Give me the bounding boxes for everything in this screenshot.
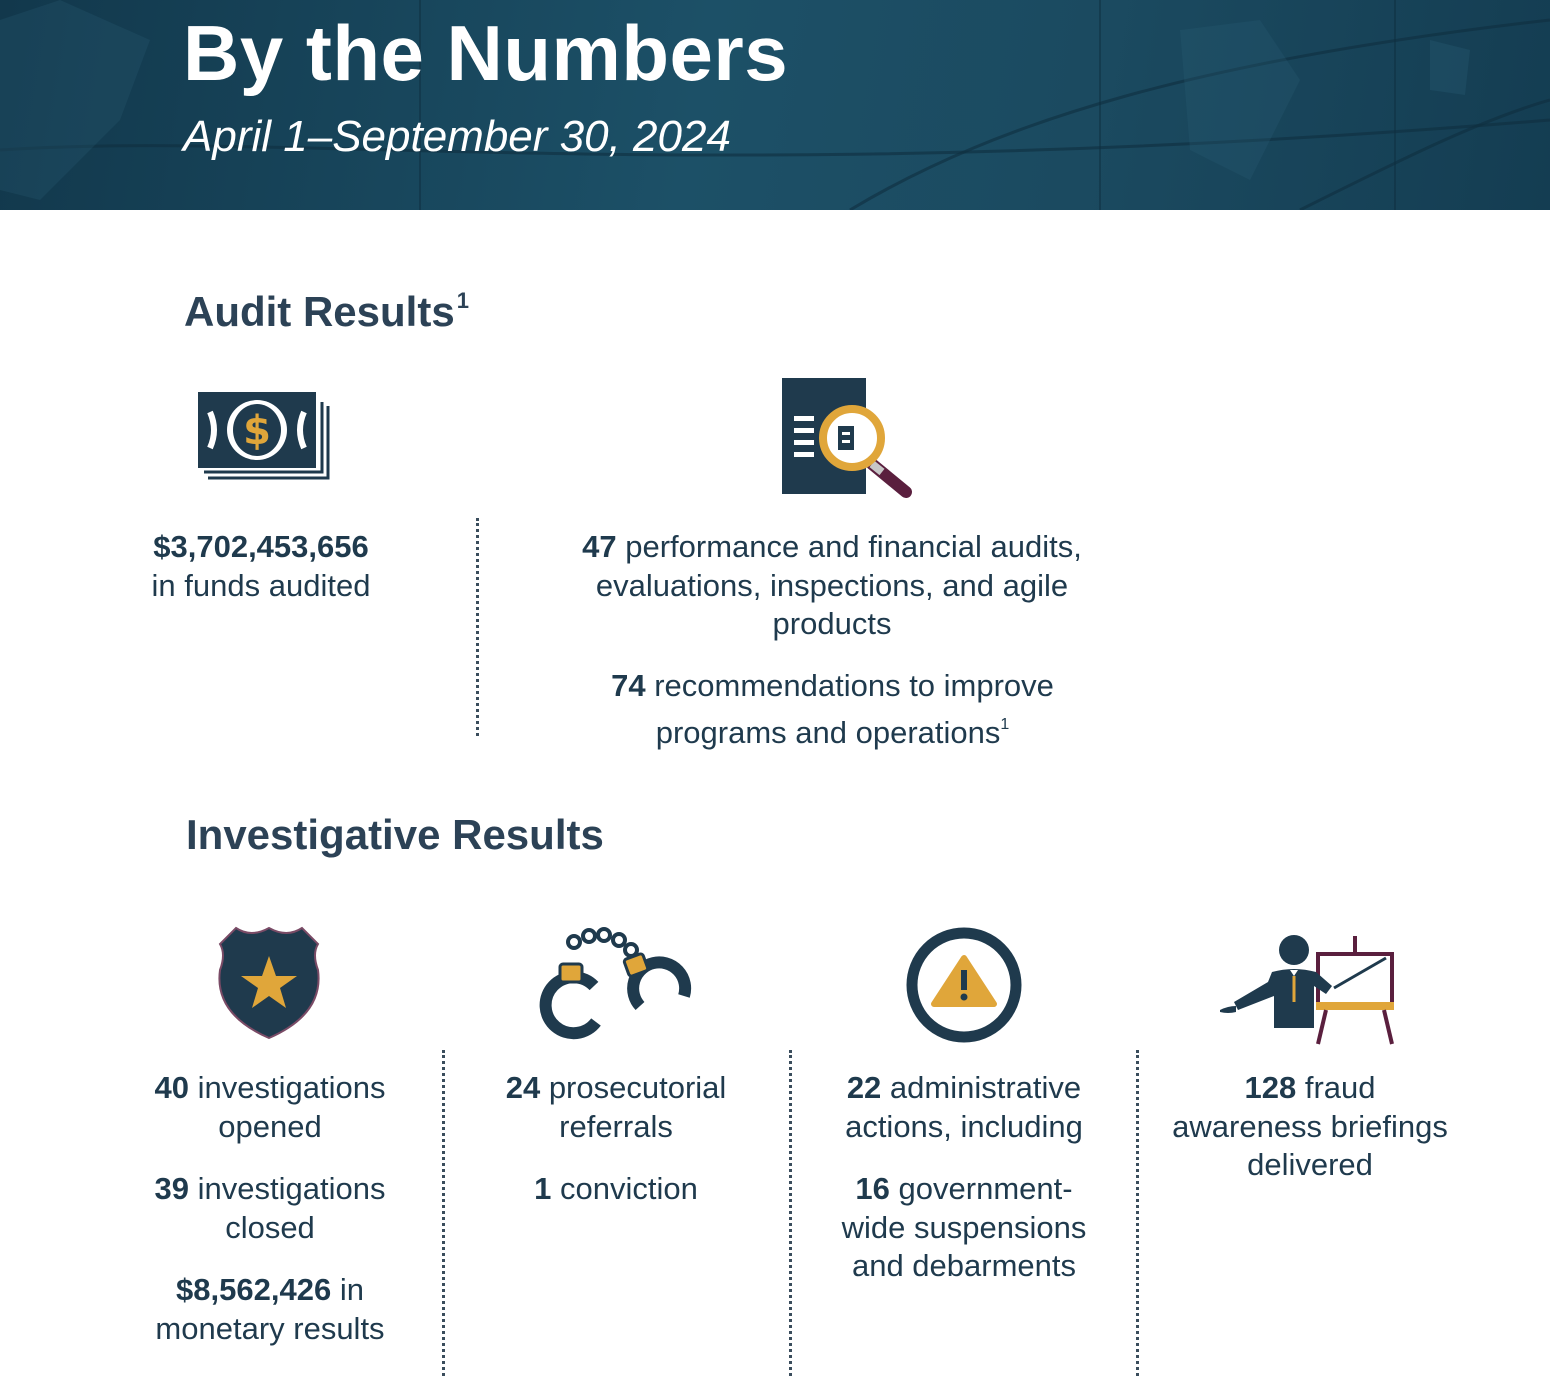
administrative-actions-label: administrative actions, including xyxy=(845,1070,1083,1144)
prosecutorial-referrals-value: 24 xyxy=(505,1070,541,1105)
fraud-briefings-stat xyxy=(1166,1069,1454,1185)
audit-products-label: performance and financial audits, evaluations, inspections, and agile products xyxy=(595,529,1082,641)
recommendations-footnote: 1 xyxy=(1000,715,1010,733)
recommendations-stat xyxy=(580,667,1085,752)
suspensions-value: 16 xyxy=(855,1171,890,1206)
conviction-label: conviction xyxy=(560,1171,698,1206)
investigative-results-heading: Investigative Results xyxy=(186,811,604,858)
investigations-opened-label: investigations opened xyxy=(197,1070,386,1144)
funds-audited-label: in funds audited xyxy=(151,567,371,603)
prosecutorial-referrals-stat xyxy=(486,1069,746,1146)
investigative-divider-3 xyxy=(1136,1050,1139,1376)
audit-heading-text: Audit Results xyxy=(184,288,455,335)
presenter-icon xyxy=(1214,932,1398,1046)
recommendations-value: 74 xyxy=(611,668,646,703)
audit-heading-footnote: 1 xyxy=(456,288,469,313)
administrative-actions-stat xyxy=(826,1069,1102,1146)
investigations-opened-stat xyxy=(120,1069,420,1146)
badge-icon xyxy=(216,924,322,1042)
warning-icon xyxy=(904,926,1024,1044)
monetary-results-value: $8,562,426 xyxy=(176,1272,332,1307)
fraud-briefings-label: fraud awareness briefings delivered xyxy=(1172,1070,1448,1182)
investigations-opened-value: 40 xyxy=(154,1070,189,1105)
monetary-results-label: in monetary results xyxy=(155,1272,385,1346)
investigative-divider-2 xyxy=(789,1050,792,1376)
audit-document-icon xyxy=(780,376,918,500)
money-icon xyxy=(196,390,332,486)
investigative-divider-1 xyxy=(442,1050,445,1376)
monetary-results-stat xyxy=(120,1271,420,1348)
funds-audited-value: $3,702,453,656 xyxy=(153,529,369,564)
header-banner xyxy=(0,0,1550,210)
audit-divider xyxy=(476,518,479,736)
investigations-closed-stat xyxy=(120,1170,420,1247)
page-title: By the Numbers xyxy=(183,9,789,97)
investigations-closed-label: investigations closed xyxy=(197,1171,386,1245)
funds-audited-stat xyxy=(110,528,412,605)
audit-products-stat xyxy=(552,528,1112,644)
suspensions-stat xyxy=(826,1170,1102,1286)
fraud-briefings-value: 128 xyxy=(1244,1070,1297,1105)
svg-text:$: $ xyxy=(243,408,271,454)
conviction-stat xyxy=(486,1170,746,1209)
suspensions-label: government-wide suspensions and debarments xyxy=(841,1171,1087,1283)
recommendations-label: recommendations to improve programs and operations xyxy=(654,668,1054,750)
prosecutorial-referrals-label: prosecutorial referrals xyxy=(548,1070,727,1144)
conviction-value: 1 xyxy=(534,1171,552,1206)
page-subtitle: April 1–September 30, 2024 xyxy=(183,112,731,161)
handcuffs-icon xyxy=(534,926,696,1044)
audit-products-value: 47 xyxy=(582,529,617,564)
investigations-closed-value: 39 xyxy=(154,1171,189,1206)
administrative-actions-value: 22 xyxy=(846,1070,882,1105)
audit-results-heading xyxy=(184,288,469,336)
